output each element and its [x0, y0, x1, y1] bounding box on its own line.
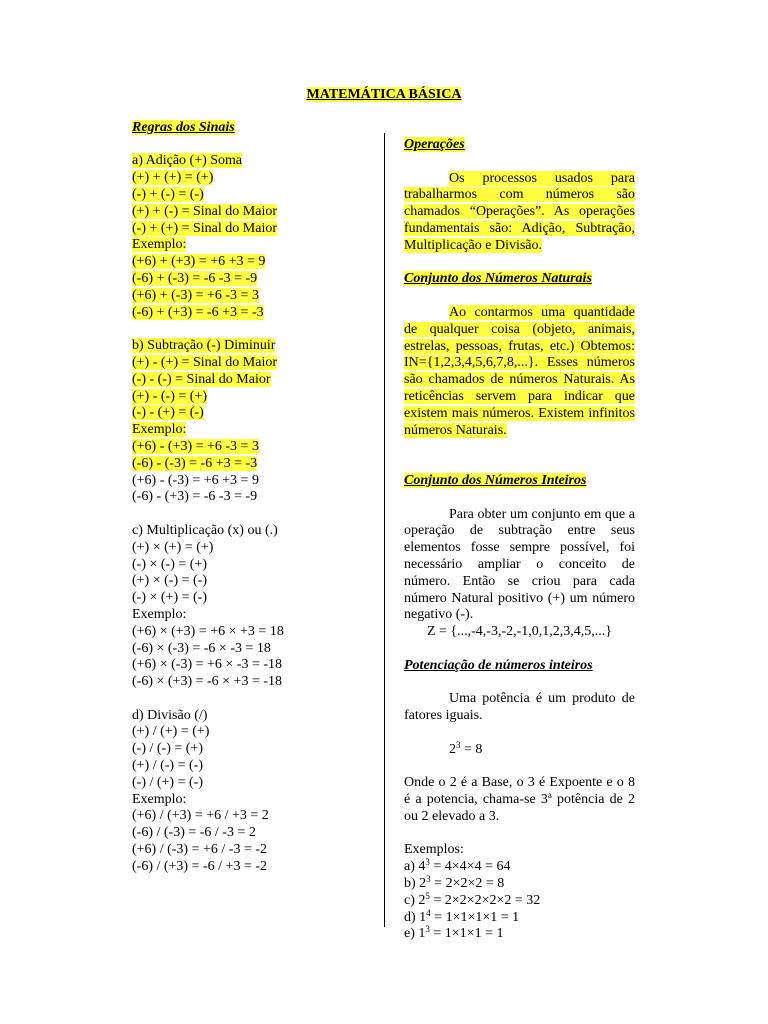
subtracao-rule: (-) - (-) = Sinal do Maior	[132, 371, 271, 387]
adicao-rule: (-) + (-) = (-)	[132, 186, 204, 202]
subtracao-rule: (-) - (+) = (-)	[132, 405, 204, 421]
divisao-rule: (+) / (+) = (+)	[132, 724, 210, 740]
divisao-example: (+6) / (+3) = +6 / +3 = 2	[132, 808, 269, 824]
divisao-rule: (-) / (-) = (+)	[132, 741, 203, 757]
divisao-label: d) Divisão (/)	[132, 707, 208, 723]
multiplicacao-rule: (+) × (-) = (-)	[132, 573, 207, 589]
divisao-example: (-6) / (-3) = -6 / -3 = 2	[132, 825, 256, 841]
left-column	[132, 103, 372, 876]
potenciacao-intro: Uma potência é um produto de fatores iguais.	[404, 691, 635, 724]
section-heading-naturais: Conjunto dos Números Naturais	[404, 271, 592, 287]
potenciacao-explanation: Onde o 2 é a Base, o 3 é Expoente e o 8 é a potencia, chama-se 3$^a$ potência de 2 ou 2 elevado a 3.	[404, 775, 635, 824]
adicao-example: (-6) + (+3) = -6 +3 = -3	[132, 304, 264, 320]
adicao-rule: (-) + (+) = Sinal do Maior	[132, 220, 277, 236]
column-divider	[384, 133, 385, 927]
divisao-example: (-6) / (+3) = -6 / +3 = -2	[132, 858, 267, 874]
multiplicacao-rule: (+) × (+) = (+)	[132, 539, 214, 555]
multiplicacao-example: (-6) × (+3) = -6 × +3 = -18	[132, 674, 283, 690]
subtracao-rule: (+) - (+) = Sinal do Maior	[132, 354, 277, 370]
section-heading-regras: Regras dos Sinais	[132, 119, 235, 135]
adicao-example: (+6) + (+3) = +6 +3 = 9	[132, 254, 266, 270]
adicao-rule: (+) + (-) = Sinal do Maior	[132, 203, 277, 219]
highlight-marker	[404, 154, 635, 171]
multiplicacao-label: c) Multiplicação (x) ou (.)	[132, 522, 278, 538]
multiplicacao-exemplo-label: Exemplo:	[132, 606, 187, 622]
section-heading-operacoes: Operações	[404, 137, 465, 152]
multiplicacao-rule: (-) × (-) = (+)	[132, 556, 207, 572]
naturais-paragraph: Ao contarmos uma quantidade de qualquer coisa (objeto, animais, estrelas, pessoas, frutas, etc.) Obtemos: IN={1,2,3,4,5,6,7,8,...}. Esses números são chamados de números Naturais. As reticências servem para indicar que existem mais números. Existem infinitos números Naturais.	[404, 304, 635, 438]
multiplicacao-example: (-6) × (-3) = -6 × -3 = 18	[132, 640, 271, 656]
adicao-label: a) Adição (+) Soma	[132, 153, 243, 169]
operacoes-paragraph: Os processos usados para trabalharmos com números são chamados “Operações”. As operações fundamentais são: Adição, Subtração, Multiplicação e Divisão.	[404, 170, 635, 253]
subtracao-example: (-6) - (+3) = -6 -3 = -9	[132, 489, 258, 505]
right-column	[404, 137, 635, 943]
highlight-marker	[132, 103, 372, 120]
page-title: MATEMÁTICA BÁSICA	[306, 87, 462, 102]
potenciacao-example-item: e) $1^3 = 1\times 1\times 1 = 1$	[404, 924, 504, 942]
inteiros-set: Z = {...,-4,-3,-2,-1,0,1,2,3,4,5,...}	[426, 624, 613, 640]
divisao-rule: (+) / (-) = (-)	[132, 758, 203, 774]
divisao-example: (+6) / (-3) = +6 / -3 = -2	[132, 842, 267, 858]
potenciacao-example-item: d) $1^4 = 1\times 1\times 1\times 1 = 1$	[404, 907, 520, 925]
adicao-example: (-6) + (-3) = -6 -3 = -9	[132, 270, 258, 286]
multiplicacao-example: (+6) × (+3) = +6 × +3 = 18	[132, 623, 284, 639]
subtracao-example: (+6) - (-3) = +6 +3 = 9	[132, 472, 259, 488]
multiplicacao-rule: (-) × (+) = (-)	[132, 590, 207, 606]
subtracao-example: (+6) - (+3) = +6 -3 = 3	[132, 438, 259, 454]
adicao-exemplo-label: Exemplo:	[132, 237, 187, 253]
potenciacao-example-item: a) $4^3 = 4\times 4\times 4 = 64$	[404, 857, 511, 875]
adicao-example: (+6) + (-3) = +6 -3 = 3	[132, 287, 259, 303]
divisao-exemplo-label: Exemplo:	[132, 791, 187, 807]
section-heading-inteiros: Conjunto dos Números Inteiros	[404, 472, 587, 488]
divisao-rule: (-) / (+) = (-)	[132, 774, 203, 790]
subtracao-label: b) Subtração (-) Diminuir	[132, 338, 276, 354]
multiplicacao-example: (+6) × (-3) = +6 × -3 = -18	[132, 657, 283, 673]
adicao-rule: (+) + (+) = (+)	[132, 170, 214, 186]
subtracao-exemplo-label: Exemplo:	[132, 422, 187, 438]
highlight-marker	[404, 288, 635, 305]
potenciacao-exemplos-label: Exemplos:	[404, 842, 464, 858]
highlight-marker	[404, 456, 635, 473]
potenciacao-example-item: b) $2^3 = 2\times 2\times 2 = 8$	[404, 874, 505, 892]
highlight-marker	[404, 255, 635, 272]
subtracao-example: (-6) - (-3) = -6 +3 = -3	[132, 455, 258, 471]
potenciacao-example-item: c) $2^5 = 2\times 2\times 2\times 2\times 2 = 32$	[404, 890, 541, 908]
potenciacao-example: $2^3 = 8$	[449, 739, 483, 757]
subtracao-rule: (+) - (-) = (+)	[132, 388, 207, 404]
section-heading-potenciacao: Potenciação de números inteiros	[404, 657, 593, 673]
inteiros-paragraph: Para obter um conjunto em que a operação de subtração entre seus elementos fosse sempre possível, foi necessário ampliar o conceito de número. Então se criou para cada número Natural positivo (+) um número negativo (-).	[404, 506, 635, 623]
